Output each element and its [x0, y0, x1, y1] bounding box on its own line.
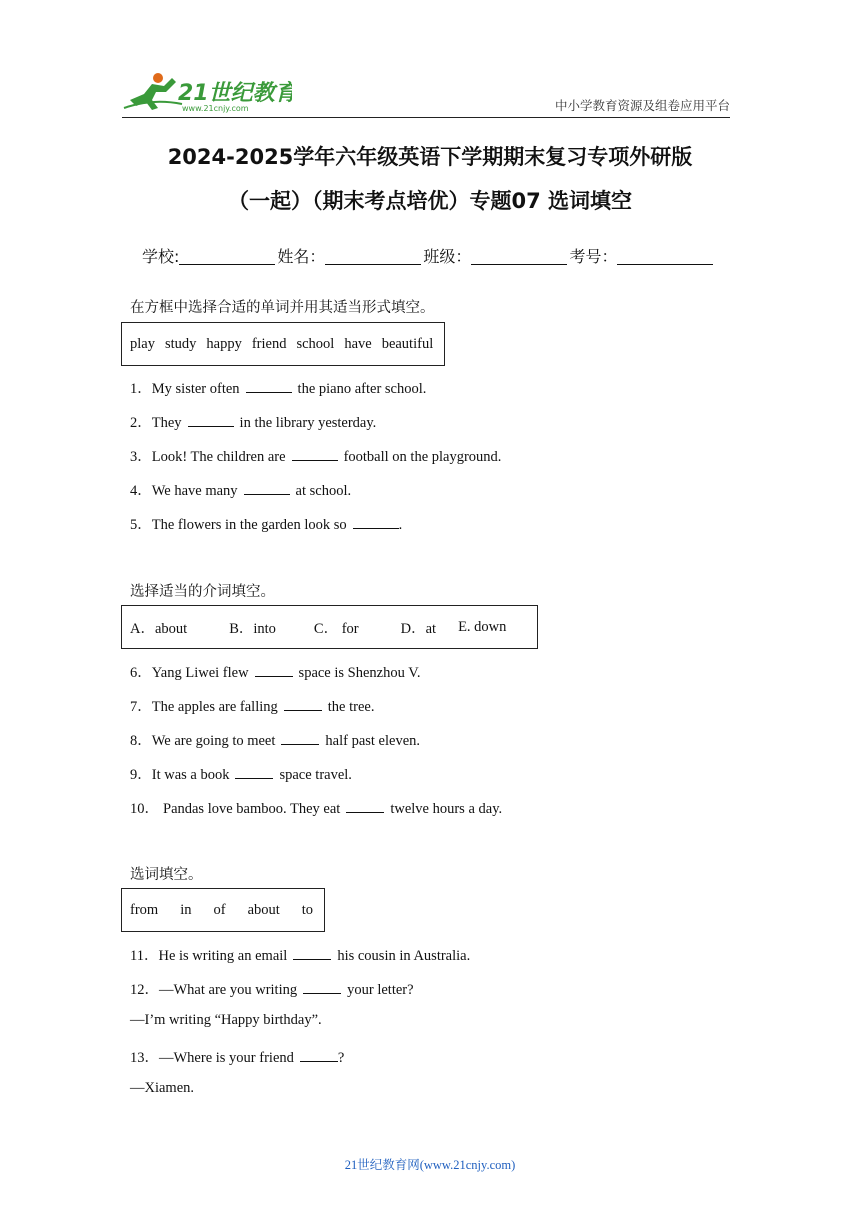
student-info-row: [142, 244, 715, 267]
question-9: 9．It was a book space travel.: [130, 767, 352, 783]
section3-word-box: [121, 888, 325, 932]
word-option: in: [180, 901, 192, 918]
answer-blank[interactable]: [353, 516, 399, 529]
question-12-answer: —I’m writing “Happy birthday”.: [130, 1012, 322, 1028]
question-2: 2．They in the library yesterday.: [130, 415, 377, 431]
answer-blank[interactable]: [244, 482, 290, 495]
answer-blank[interactable]: [281, 732, 319, 745]
question-13: 13．—Where is your friend ?: [130, 1050, 345, 1066]
logo-subtext: www.21cnjy.com: [182, 104, 249, 113]
option-b: B．into: [229, 620, 276, 637]
question-3: 3．Look! The children are football on the playground.: [130, 449, 502, 465]
word-option: school: [296, 335, 335, 352]
question-6: 6．Yang Liwei flew space is Shenzhou V.: [130, 665, 421, 681]
answer-blank[interactable]: [346, 800, 384, 813]
section2-instruction: 选择适当的介词填空。: [130, 584, 275, 600]
answer-blank[interactable]: [292, 448, 338, 461]
word-option: have: [344, 335, 372, 352]
word-option: play: [130, 335, 155, 352]
question-1: 1．My sister often the piano after school.: [130, 381, 427, 397]
site-tagline: 中小学教育资源及组卷应用平台: [554, 98, 730, 113]
question-10: 10． Pandas love bamboo. They eat twelve hours a day.: [130, 801, 503, 817]
question-5: 5．The flowers in the garden look so .: [130, 517, 403, 533]
page-title-line1: 2024-2025学年六年级英语下学期期末复习专项外研版: [167, 145, 693, 169]
question-12: 12．—What are you writing your letter?: [130, 982, 414, 998]
word-option: friend: [251, 335, 287, 352]
option-c: C． for: [313, 620, 359, 637]
number-field[interactable]: [617, 248, 713, 265]
section1-instruction: 在方框中选择合适的单词并用其适当形式填空。: [130, 300, 435, 316]
page-footer[interactable]: 21世纪教育网(www.21cnjy.com): [344, 1158, 516, 1172]
word-option: study: [164, 335, 197, 352]
section2-option-box: [121, 605, 538, 649]
answer-blank[interactable]: [255, 664, 293, 677]
name-label: 姓名：: [277, 247, 326, 266]
site-logo: [122, 70, 292, 114]
answer-blank[interactable]: [235, 766, 273, 779]
question-11: 11．He is writing an email his cousin in Australia.: [130, 948, 471, 964]
question-4: 4．We have many at school.: [130, 483, 352, 499]
word-option: to: [301, 901, 314, 918]
word-option: beautiful: [381, 335, 434, 352]
class-field[interactable]: [471, 248, 567, 265]
word-option: happy: [206, 335, 242, 352]
school-label: 学校:: [142, 247, 180, 266]
word-option: about: [247, 901, 280, 918]
number-label: 考号：: [569, 247, 618, 266]
section3-instruction: 选词填空。: [130, 867, 203, 883]
option-a: A．about: [130, 620, 188, 637]
answer-blank[interactable]: [246, 380, 292, 393]
question-7: 7．The apples are falling the tree.: [130, 699, 375, 715]
school-field[interactable]: [179, 248, 275, 265]
answer-blank[interactable]: [303, 981, 341, 994]
name-field[interactable]: [325, 248, 421, 265]
class-label: 班级：: [423, 247, 472, 266]
option-d: D．at: [400, 620, 437, 637]
question-13-answer: —Xiamen.: [130, 1080, 195, 1096]
word-option: of: [213, 901, 226, 918]
runner-logo-icon: [122, 70, 292, 114]
question-8: 8．We are going to meet half past eleven.: [130, 733, 421, 749]
logo-text: 21世纪教育: [178, 81, 292, 106]
option-e: E. down: [458, 618, 507, 635]
word-option: from: [130, 901, 159, 918]
answer-blank[interactable]: [188, 414, 234, 427]
answer-blank[interactable]: [300, 1049, 338, 1062]
page-title-line2: （一起）（期末考点培优）专题07 选词填空: [227, 189, 633, 213]
answer-blank[interactable]: [284, 698, 322, 711]
header-rule: [122, 117, 730, 118]
section1-word-box: [121, 322, 445, 366]
answer-blank[interactable]: [293, 947, 331, 960]
